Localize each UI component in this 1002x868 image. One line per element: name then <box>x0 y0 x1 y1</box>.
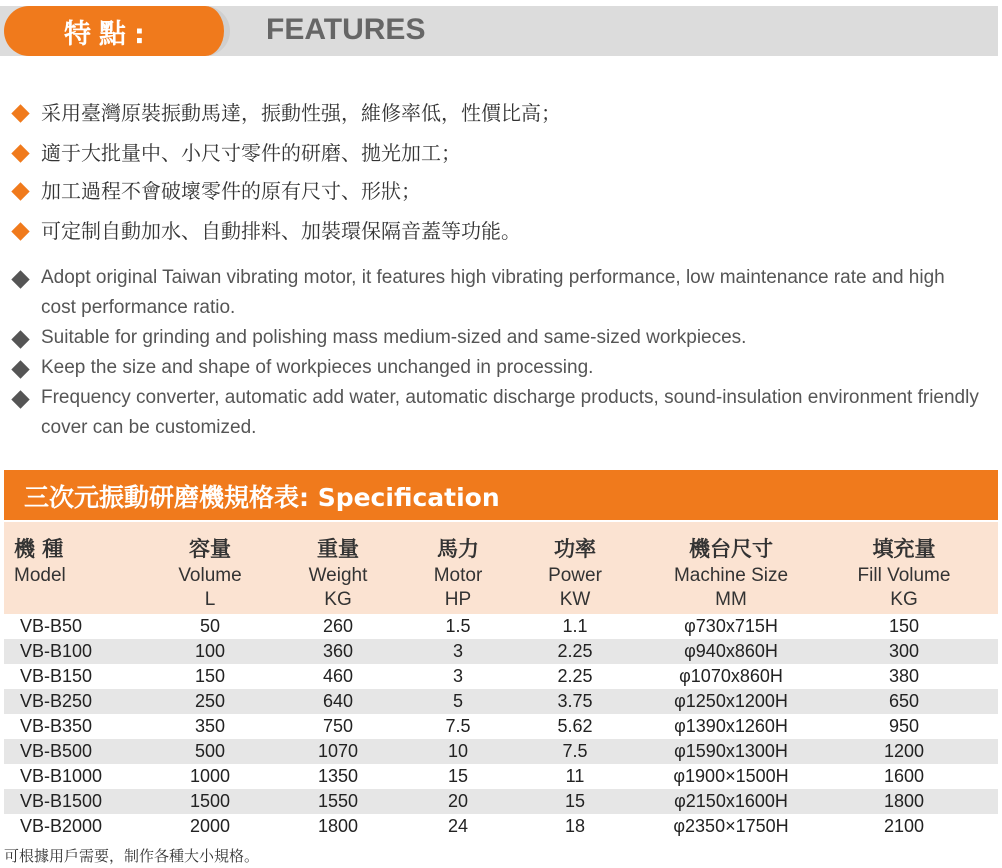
cell-machine-size: φ1390x1260H <box>674 716 788 736</box>
cell-power: 5.62 <box>557 716 593 736</box>
header-title-en: FEATURES <box>266 13 426 46</box>
orange-diamond-icon <box>11 104 29 122</box>
gray-diamond-icon <box>11 270 29 288</box>
cell-weight: 750 <box>322 716 354 736</box>
feature-cn-item <box>8 98 561 128</box>
cell-power: 1.1 <box>562 616 588 636</box>
cell-model: VB-B50 <box>20 616 83 636</box>
cell-fill-volume: 1800 <box>883 791 925 811</box>
cell-volume: 1000 <box>189 766 231 786</box>
cell-weight: 460 <box>322 666 354 686</box>
cell-motor: 3 <box>452 641 463 661</box>
cell-power: 2.25 <box>557 641 593 661</box>
features-header <box>0 0 1002 58</box>
cell-fill-volume: 300 <box>888 641 920 661</box>
feature-cn-text: 加工過程不會破壞零件的原有尺寸、形狀； <box>41 179 421 203</box>
cell-power: 7.5 <box>562 741 588 761</box>
col-header-weight: 重量 Weight KG <box>308 537 368 610</box>
orange-diamond-icon <box>11 144 29 162</box>
feature-cn-item <box>8 216 521 246</box>
spec-banner <box>4 470 998 520</box>
cell-fill-volume: 2100 <box>883 816 925 836</box>
cell-model: VB-B500 <box>20 741 93 761</box>
feature-en-text: Suitable for grinding and polishing mass medium-sized and same-sized workpieces. <box>41 327 747 348</box>
cell-motor: 24 <box>447 816 469 836</box>
feature-en-text: Keep the size and shape of workpieces unchanged in processing. <box>41 357 594 378</box>
cell-machine-size: φ1590x1300H <box>674 741 788 761</box>
cell-weight: 260 <box>322 616 354 636</box>
orange-diamond-icon <box>11 182 29 200</box>
cell-motor: 20 <box>447 791 469 811</box>
cell-motor: 1.5 <box>445 616 471 636</box>
cell-model: VB-B100 <box>20 641 93 661</box>
cell-power: 15 <box>564 791 586 811</box>
cell-volume: 1500 <box>189 791 231 811</box>
feature-cn-item <box>8 176 421 206</box>
table-body <box>4 614 998 839</box>
cell-weight: 640 <box>322 691 354 711</box>
cell-machine-size: φ1070x860H <box>679 666 783 686</box>
cell-motor: 10 <box>447 741 469 761</box>
feature-en-item <box>8 383 981 443</box>
feature-en-text: Frequency converter, automatic add water, automatic discharge products, sound-insulation environment friendly cover can be customized. <box>41 387 979 438</box>
cell-fill-volume: 150 <box>888 616 920 636</box>
table-row <box>4 814 998 839</box>
cell-machine-size: φ940x860H <box>684 641 778 661</box>
col-header-power: 功率 Power KW <box>548 537 602 610</box>
gray-diamond-icon <box>11 330 29 348</box>
cell-fill-volume: 1600 <box>883 766 925 786</box>
table-row <box>4 739 998 764</box>
cell-weight: 1800 <box>317 816 359 836</box>
cell-weight: 1350 <box>317 766 359 786</box>
spec-title: 三次元振動研磨機規格表: Specification <box>24 483 500 512</box>
cell-power: 11 <box>565 766 585 786</box>
cell-motor: 7.5 <box>445 716 471 736</box>
feature-cn-text: 適于大批量中、小尺寸零件的研磨、拋光加工； <box>41 141 461 165</box>
gray-diamond-icon <box>11 360 29 378</box>
cell-fill-volume: 950 <box>888 716 920 736</box>
cell-power: 2.25 <box>557 666 593 686</box>
cell-weight: 1070 <box>317 741 359 761</box>
cell-machine-size: φ730x715H <box>684 616 778 636</box>
feature-cn-item <box>8 138 461 168</box>
feature-en-text: Adopt original Taiwan vibrating motor, it features high vibrating performance, low maintenance rate and high cost performance ratio. <box>41 267 945 318</box>
footnote: 可根據用戶需要，制作各種大小規格。 <box>4 847 260 865</box>
cell-volume: 50 <box>199 616 221 636</box>
cell-model: VB-B250 <box>20 691 93 711</box>
cell-volume: 350 <box>194 716 226 736</box>
feature-cn-text: 采用臺灣原裝振動馬達，振動性强，維修率低，性價比高； <box>41 101 561 125</box>
cell-machine-size: φ1900×1500H <box>673 766 789 786</box>
cell-motor: 5 <box>452 691 463 711</box>
col-header-machine-size: 機台尺寸 Machine Size MM <box>673 537 789 610</box>
cell-machine-size: φ2350×1750H <box>673 816 789 836</box>
cell-fill-volume: 1200 <box>883 741 925 761</box>
cell-motor: 3 <box>452 666 463 686</box>
feature-en-item <box>8 263 981 323</box>
cell-power: 3.75 <box>557 691 593 711</box>
cell-model: VB-B1500 <box>20 791 103 811</box>
cell-weight: 360 <box>322 641 354 661</box>
feature-cn-text: 可定制自動加水、自動排料、加裝環保隔音蓋等功能。 <box>41 219 521 243</box>
table-row <box>4 789 998 814</box>
cell-volume: 100 <box>194 641 226 661</box>
cell-volume: 250 <box>194 691 226 711</box>
cell-fill-volume: 650 <box>888 691 920 711</box>
col-header-volume: 容量 Volume L <box>178 537 242 610</box>
cell-volume: 500 <box>194 741 226 761</box>
feature-en-item <box>8 323 981 353</box>
cell-machine-size: φ1250x1200H <box>674 691 788 711</box>
cell-volume: 2000 <box>189 816 231 836</box>
cell-power: 18 <box>564 816 586 836</box>
header-title-cn: 特點: <box>64 19 153 50</box>
table-header <box>4 522 998 614</box>
cell-fill-volume: 380 <box>888 666 920 686</box>
table-row <box>4 764 998 789</box>
table-row <box>4 714 998 739</box>
cell-volume: 150 <box>194 666 226 686</box>
gray-diamond-icon <box>11 390 29 408</box>
table-row <box>4 664 998 689</box>
cell-machine-size: φ2150x1600H <box>674 791 788 811</box>
cell-model: VB-B1000 <box>20 766 103 786</box>
feature-en-item <box>8 353 981 383</box>
cell-model: VB-B2000 <box>20 816 103 836</box>
col-header-fill-volume: 填充量 Fill Volume KG <box>857 537 951 610</box>
cell-motor: 15 <box>447 766 469 786</box>
col-header-model: 機 種 Model <box>14 537 66 586</box>
orange-diamond-icon <box>11 222 29 240</box>
cell-model: VB-B150 <box>20 666 93 686</box>
cell-model: VB-B350 <box>20 716 93 736</box>
table-row <box>4 689 998 714</box>
col-header-motor: 馬力 Motor HP <box>433 537 483 610</box>
table-row <box>4 639 998 664</box>
cell-weight: 1550 <box>317 791 359 811</box>
spec-table <box>4 522 998 839</box>
table-row <box>4 614 998 639</box>
